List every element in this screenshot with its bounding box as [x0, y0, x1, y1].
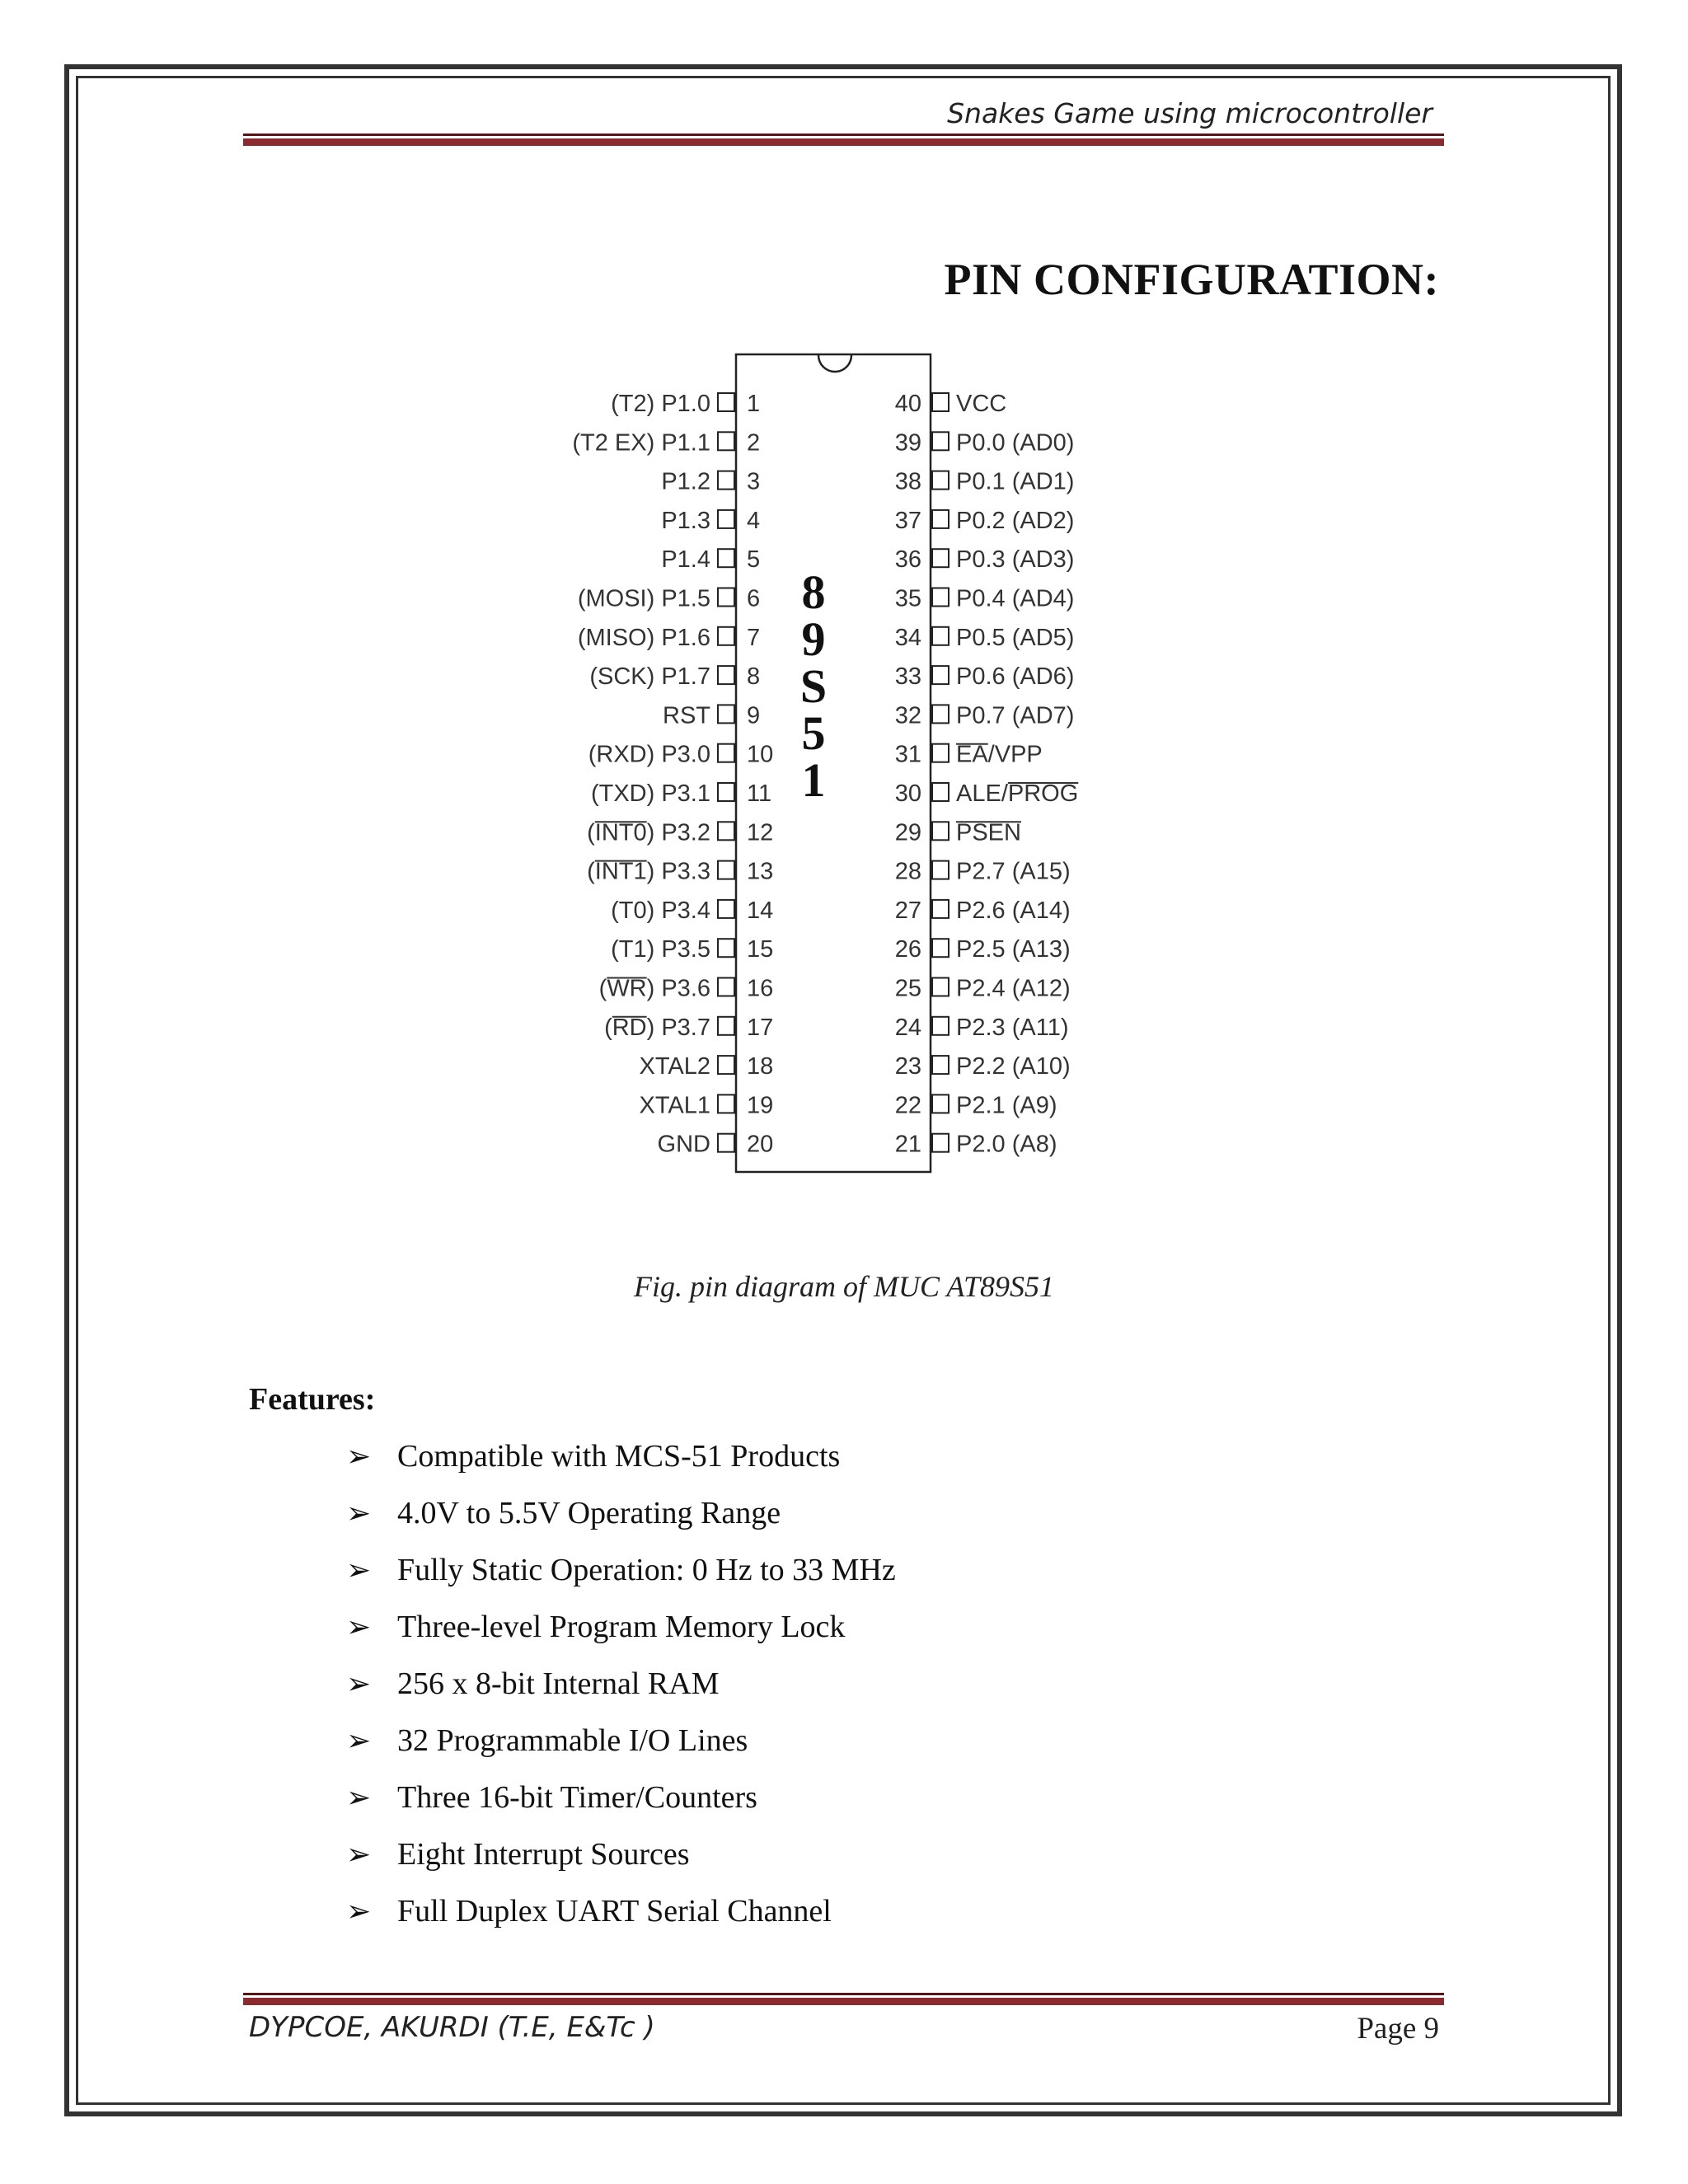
- pin-label: (T1) P3.5: [611, 936, 710, 963]
- pin-number: 17: [747, 1014, 774, 1041]
- pin-label: PSEN: [956, 819, 1021, 846]
- pin-label: VCC: [956, 391, 1007, 417]
- feature-item: [346, 1608, 896, 1665]
- pin-number: 37: [894, 507, 921, 534]
- feature-text: Full Duplex UART Serial Channel: [397, 1894, 832, 1929]
- pin-label: XTAL2: [639, 1053, 710, 1080]
- pin-label: P0.1 (AD1): [956, 468, 1075, 495]
- pin-pad: [932, 1134, 949, 1152]
- chip-label-char: 8: [801, 565, 826, 619]
- pin-number: 22: [894, 1092, 921, 1119]
- pin-pad: [718, 393, 734, 411]
- footer-institution: DYPCOE, AKURDI (T.E, E&Tc ): [249, 2011, 655, 2044]
- feature-text: 4.0V to 5.5V Operating Range: [397, 1496, 781, 1530]
- arrow-bullet-icon: ➢: [346, 1724, 372, 1757]
- pin-label: P0.4 (AD4): [956, 585, 1075, 612]
- pin-label: P2.2 (A10): [956, 1053, 1071, 1080]
- feature-item: [346, 1437, 896, 1494]
- pin-number: 1: [747, 391, 761, 417]
- pin-pad: [718, 432, 734, 450]
- feature-text: Eight Interrupt Sources: [397, 1837, 690, 1872]
- pin-number: 27: [894, 897, 921, 924]
- pin-number: 11: [747, 780, 772, 807]
- chip-label-char: 5: [801, 706, 826, 760]
- pin-label: P0.3 (AD3): [956, 546, 1075, 574]
- feature-text: 32 Programmable I/O Lines: [397, 1723, 748, 1758]
- pin-pad: [932, 432, 949, 450]
- pin-pad: [932, 978, 949, 996]
- pin-pad: [932, 900, 949, 918]
- pin-label: GND: [657, 1131, 710, 1158]
- pin-pad: [718, 783, 734, 801]
- pin-label: P2.4 (A12): [956, 975, 1071, 1002]
- pin-pad: [932, 1056, 949, 1074]
- pin-number: 30: [894, 780, 921, 807]
- pin-number: 33: [894, 663, 921, 691]
- pin-number: 18: [747, 1053, 774, 1080]
- pin-pad: [932, 666, 949, 684]
- features-list: [346, 1437, 896, 1949]
- arrow-bullet-icon: ➢: [346, 1497, 372, 1530]
- pin-pad: [718, 939, 734, 957]
- arrow-bullet-icon: ➢: [346, 1838, 372, 1871]
- pin-label: (INT0) P3.2: [587, 819, 710, 846]
- pin-pad: [718, 744, 734, 762]
- pin-pad: [932, 744, 949, 762]
- pin-pad: [718, 510, 734, 528]
- footer-page-number: Page 9: [1357, 2012, 1439, 2046]
- feature-text: Fully Static Operation: 0 Hz to 33 MHz: [397, 1553, 896, 1587]
- pin-number: 4: [747, 507, 761, 534]
- pin-pad: [932, 471, 949, 490]
- pin-number: 24: [894, 1014, 921, 1041]
- arrow-bullet-icon: ➢: [346, 1895, 372, 1928]
- pin-number: 29: [894, 819, 921, 846]
- pin-number: 7: [747, 624, 761, 651]
- pin-number: 38: [894, 468, 921, 495]
- arrow-bullet-icon: ➢: [346, 1781, 372, 1814]
- pin-label: P1.3: [661, 507, 710, 534]
- pin-label: (RXD) P3.0: [588, 741, 710, 768]
- pin-label: RST: [663, 702, 710, 729]
- pin-label: ALE/PROG: [956, 780, 1079, 807]
- pin-label: P2.0 (A8): [956, 1131, 1057, 1158]
- chip-label: [800, 565, 827, 807]
- pin-pad: [932, 861, 949, 879]
- pin-pad: [932, 822, 949, 840]
- figure-caption: Fig. pin diagram of MUC AT89S51: [633, 1270, 1055, 1303]
- pin-label: (MISO) P1.6: [577, 624, 710, 651]
- pin-number: 3: [747, 468, 761, 495]
- pin-number: 12: [747, 819, 774, 846]
- pin-number: 40: [894, 391, 921, 417]
- pin-number: 2: [747, 429, 761, 457]
- pin-number: 21: [894, 1131, 921, 1158]
- pin-number: 15: [747, 936, 774, 963]
- feature-text: Compatible with MCS-51 Products: [397, 1439, 841, 1474]
- pin-label: P0.6 (AD6): [956, 663, 1075, 691]
- pin-pad: [718, 549, 734, 567]
- pin-number: 23: [894, 1053, 921, 1080]
- feature-text: 256 x 8-bit Internal RAM: [397, 1666, 720, 1701]
- chip-label-char: 1: [801, 753, 826, 807]
- pin-pad: [718, 1094, 734, 1113]
- pin-pad: [718, 900, 734, 918]
- pin-pad: [718, 978, 734, 996]
- pin-pad: [718, 705, 734, 723]
- pin-label: P2.7 (A15): [956, 858, 1071, 885]
- pin-label: (TXD) P3.1: [590, 780, 710, 807]
- pin-pad: [932, 549, 949, 567]
- running-header-title: Snakes Game using microcontroller: [947, 97, 1432, 129]
- pin-pad: [718, 588, 734, 607]
- feature-item: [346, 1494, 896, 1551]
- pin-number: 6: [747, 585, 761, 612]
- pin-number: 25: [894, 975, 921, 1002]
- pin-pad: [718, 1056, 734, 1074]
- pin-pad: [932, 1094, 949, 1113]
- features-heading: Features:: [249, 1382, 376, 1417]
- feature-item: [346, 1779, 896, 1835]
- pin-label: (MOSI) P1.5: [577, 585, 710, 612]
- pin-number: 14: [747, 897, 774, 924]
- pin-number: 39: [894, 429, 921, 457]
- pin-pad: [932, 393, 949, 411]
- pin-label: XTAL1: [639, 1092, 710, 1119]
- pin-number: 10: [747, 741, 774, 768]
- arrow-bullet-icon: ➢: [346, 1610, 372, 1643]
- pin-pad: [718, 822, 734, 840]
- feature-text: Three 16-bit Timer/Counters: [397, 1780, 757, 1815]
- pin-number: 35: [894, 585, 921, 612]
- feature-item: [346, 1892, 896, 1949]
- pin-number: 28: [894, 858, 921, 885]
- footer-rule: [243, 1993, 1444, 2005]
- pin-pad: [932, 627, 949, 645]
- pin-label: (RD) P3.7: [604, 1014, 710, 1041]
- arrow-bullet-icon: ➢: [346, 1667, 372, 1700]
- pin-pad: [932, 510, 949, 528]
- pin-label: P0.7 (AD7): [956, 702, 1075, 729]
- pin-pad: [932, 1017, 949, 1035]
- pin-label: P2.6 (A14): [956, 897, 1071, 924]
- pin-label: P2.5 (A13): [956, 936, 1071, 963]
- pin-diagram-svg: [495, 330, 1154, 1179]
- page-title: PIN CONFIGURATION:: [944, 255, 1439, 304]
- pin-pad: [718, 471, 734, 490]
- arrow-bullet-icon: ➢: [346, 1554, 372, 1586]
- pin-number: 32: [894, 702, 921, 729]
- pin-label: P2.3 (A11): [956, 1014, 1069, 1041]
- pin-label: EA/VPP: [956, 741, 1043, 768]
- chip-label-char: 9: [801, 612, 826, 666]
- pin-label: (T0) P3.4: [611, 897, 710, 924]
- pin-number: 8: [747, 663, 761, 691]
- pin-pad: [932, 588, 949, 607]
- pin-label: (WR) P3.6: [598, 975, 710, 1002]
- pin-pad: [718, 627, 734, 645]
- pin-label: (SCK) P1.7: [589, 663, 710, 691]
- pin-label: P1.2: [661, 468, 710, 495]
- pin-label: (T2 EX) P1.1: [572, 429, 710, 457]
- pin-number: 31: [894, 741, 921, 768]
- pin-number: 26: [894, 936, 921, 963]
- feature-item: [346, 1835, 896, 1892]
- pin-pad: [932, 783, 949, 801]
- pin-label: (INT1) P3.3: [587, 858, 710, 885]
- pin-number: 9: [747, 702, 761, 729]
- pin-label: P0.5 (AD5): [956, 624, 1075, 651]
- pin-number: 34: [894, 624, 921, 651]
- feature-item: [346, 1551, 896, 1608]
- feature-item: [346, 1722, 896, 1779]
- pin-number: 5: [747, 546, 761, 574]
- chip-label-char: S: [799, 659, 828, 713]
- pin-number: 19: [747, 1092, 774, 1119]
- pin-pad: [718, 1134, 734, 1152]
- pin-pad: [932, 705, 949, 723]
- pin-label: P1.4: [661, 546, 710, 574]
- pin-label: (T2) P1.0: [611, 391, 710, 417]
- pin-pad: [718, 861, 734, 879]
- feature-item: [346, 1665, 896, 1722]
- pin-pad: [932, 939, 949, 957]
- pin-pad: [718, 1017, 734, 1035]
- pin-diagram: [495, 330, 1154, 1183]
- arrow-bullet-icon: ➢: [346, 1440, 372, 1473]
- pin-label: P2.1 (A9): [956, 1092, 1057, 1119]
- pin-pad: [718, 666, 734, 684]
- feature-text: Three-level Program Memory Lock: [397, 1610, 846, 1644]
- header-rule: [243, 134, 1444, 146]
- pin-number: 20: [747, 1131, 774, 1158]
- pin-number: 16: [747, 975, 774, 1002]
- pin-number: 13: [747, 858, 774, 885]
- pin-number: 36: [894, 546, 921, 574]
- pin-label: P0.2 (AD2): [956, 507, 1075, 534]
- pin-label: P0.0 (AD0): [956, 429, 1075, 457]
